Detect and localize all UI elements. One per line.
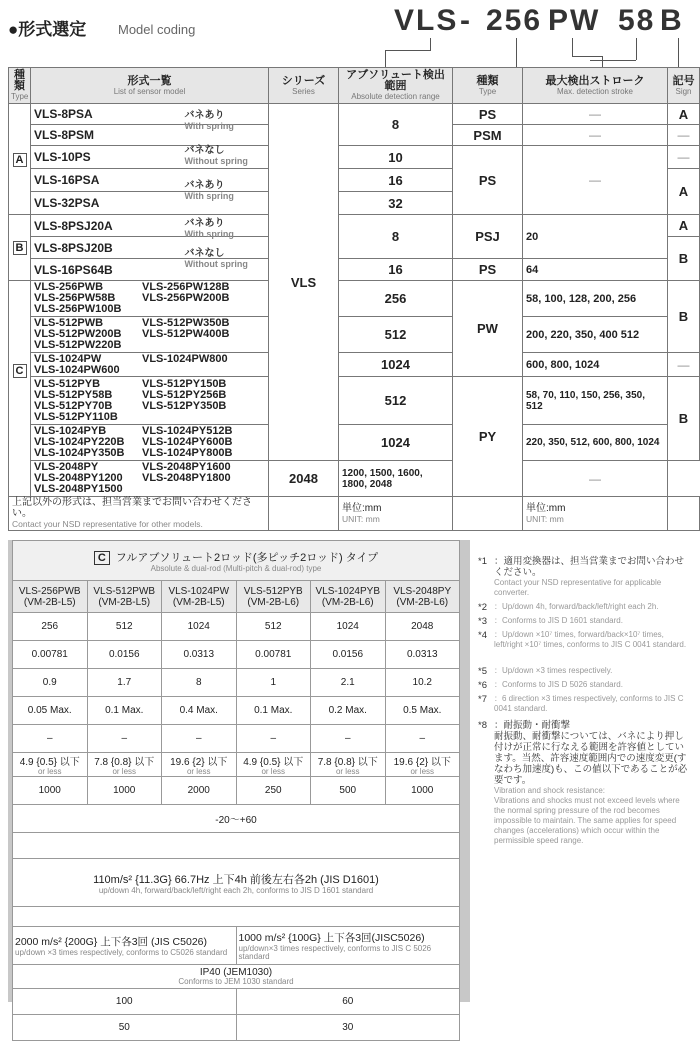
spec-col: VLS-2048PY (VM-2B-L6) xyxy=(385,581,460,613)
unit-label: 単位:mm UNIT: mm xyxy=(339,497,453,531)
code-part-sign: B xyxy=(660,4,684,37)
note-7: *7 ：6 direction ×3 times respectively, conforms to JIS C 0041 standard. xyxy=(478,694,684,713)
shock-b: 1000 m/s² {100G} 上下各3回(JISC5026) up/down×3 times respectively, conforms to JIS C 5026 standard xyxy=(236,927,460,965)
col-range: アブソリュート検出範囲 Absolute detection range xyxy=(339,68,453,104)
col-list: 形式一覧 List of sensor model xyxy=(31,68,269,104)
note-5: *5 ：Up/down ×3 times respectively. xyxy=(478,666,613,677)
temp-range: -20〜+60 xyxy=(13,805,460,833)
table-row: VLS-1024PYB VLS-1024PY512B VLS-1024PY220B VLS-1024PY600B VLS-1024PY350B VLS-1024PY800B xyxy=(31,425,269,461)
table-row: VLS-8PSJ20B バネなし Without spring xyxy=(31,237,269,259)
table-row: VLS-8PSM xyxy=(31,125,269,146)
code-part-stroke: 58 xyxy=(618,4,656,37)
spec-col: VLS-256PWB (VM-2B-L5) xyxy=(13,581,88,613)
table-row: VLS-1024PW VLS-1024PW800 VLS-1024PW600 xyxy=(31,353,269,377)
spec-col: VLS-1024PYB (VM-2B-L6) xyxy=(311,581,386,613)
table-row: VLS-512PYB VLS-512PY150B VLS-512PY58B VLS-512PY256B VLS-512PY70B VLS-512PY350B VLS-512PY110B xyxy=(31,377,269,425)
table-row: VLS-512PWB VLS-512PW350B VLS-512PW200B VLS-512PW400B VLS-512PW220B xyxy=(31,317,269,353)
col-kind: 種類 Type xyxy=(453,68,523,104)
unit-label: 単位:mm UNIT: mm xyxy=(523,497,668,531)
page-subtitle: Model coding xyxy=(118,22,196,37)
note-4: *4 ：Up/down ×10⁷ times, forward/back×10⁷ times, left/right ×10⁷ times, conforms to JIS C 0041 standard. xyxy=(478,630,687,649)
spec-title: C フルアブソリュート2ロッド(多ピッチ2ロッド) タイプ Absolute & dual-rod (Multi-pitch & dual-rod) type xyxy=(13,541,460,581)
table-row: VLS-10PS バネなし Without spring xyxy=(31,146,269,169)
group-a: A xyxy=(9,104,31,215)
table-row: VLS-16PSA バネあり With spring xyxy=(31,169,269,192)
table-row: VLS-256PWB VLS-256PW128B VLS-256PW58B VLS-256PW200B VLS-256PW100B xyxy=(31,281,269,317)
group-c: C xyxy=(9,281,31,497)
model-table: 種類 Type 形式一覧 List of sensor model シリーズ Series アブソリュート検出範囲 Absolute detection range 種類 Type 最大検出ストローク Max. detection stroke 記号 Sign A VLS-8PSA バネあり With spring VLS 8 PS — A VLS-8PSM PSM — — VLS-10PS バネなし Without spring 10 PS — — VLS-16PSA バネあり With spring 16 A VLS-32PSA 32 B VLS-8PSJ20A バネあり With spring 8 PSJ 20 A VLS-8PSJ20B バネなし Without spring B VLS-16PS64B 16 PS 64 C VLS-256PWB VLS-256PW128B VLS-256PW58B VLS-256PW200B VLS-256PW100B 256 PW 58, 100, 128, 200, 256 B VLS-512PWB VLS-512PW350B VLS-512PW200B VLS-512PW400B VLS-512PW220B 512 200, 220, 350, 400 512 VLS-1024PW VLS-1024PW800 VLS-1024PW600 1024 600, 800, 1024 — VLS-512PYB VLS-512PY150B VLS-512PY58B VLS-512PY256B VLS-512PY70B VLS-512PY350B VLS-512PY110B 512 PY 58, 70, 110, 150, 256, 350, 512 B VLS-1024PYB VLS-1024PY512B VLS-1024PY220B VLS-1024PY600B VLS-1024PY350B VLS-1024PY800B 1024 220, 350, 512, 600, 800, 1024 VLS-2048PY VLS-2048PY1600 VLS-2048PY1200 VLS-2048PY1800 VLS-2048PY1500 2048 1200, 1500, 1600, 1800, 2048 — 上記以外の形式は、担当営業までお問い合わせください。 Contact your NSD representative for other models. 単位:mm UNIT: mm 単位:mm UNIT: mm xyxy=(8,67,700,531)
col-stroke: 最大検出ストローク Max. detection stroke xyxy=(523,68,668,104)
table-row: VLS-8PSA バネあり With spring xyxy=(31,104,269,125)
group-b: B xyxy=(9,215,31,281)
table-row: VLS-2048PY VLS-2048PY1600 VLS-2048PY1200 VLS-2048PY1800 VLS-2048PY1500 xyxy=(31,461,269,497)
code-part-range: 256 xyxy=(486,4,543,37)
code-part-series: VLS xyxy=(394,4,459,37)
note-3: *3 ：Conforms to JIS D 1601 standard. xyxy=(478,616,623,627)
spec-table: C フルアブソリュート2ロッド(多ピッチ2ロッド) タイプ Absolute & dual-rod (Multi-pitch & dual-rod) type VLS-256PWB (VM-2B-L5) VLS-512PWB (VM-2B-L5) VLS-1024PW (VM-2B-L5) VLS-512PYB (VM-2B-L6) VLS-1024PYB (VM-2B-L6) VLS-2048PY (VM-2B-L6) 256 512 1024 512 1024 2048 0.00781 0.0156 0.0313 0.00781 0.0156 0.0313 0.9 1.7 8 1 2.1 10.2 0.05 Max. 0.1 Max. 0.4 Max. 0.1 Max. 0.2 Max. 0.5 Max. – – – – – – 4.9 {0.5} 以下 or less 7.8 {0.8} 以下 or less 19.6 {2} 以下 or less 4.9 {0.5} 以下 or less 7.8 {0.8} 以下 or less 19.6 {2} 以下 or less 1000 1000 2000 250 500 1000 -20〜+60 110m/s² {11.3G} 66.7Hz 上下4h 前後左右各2h (JIS D1601) up/down 4h, forward/back/left/right each 2h, conforms to JIS D 1601 standard 2000 m/s² {200G} 上下各3回 (JIS C5026) up/down ×3 times respectively, conforms to C5026 standard 1000 m/s² {100G} 上下各3回(JISC5026) up/down×3 times respectively, conforms to JIS C 5026 standard IP40 (JEM1030) Conforms to JEM 1030 standard 100 60 50 30 xyxy=(12,540,460,1041)
spec-col: VLS-512PWB (VM-2B-L5) xyxy=(87,581,162,613)
code-dash: - xyxy=(460,4,472,37)
spec-col: VLS-1024PW (VM-2B-L5) xyxy=(162,581,237,613)
shock-a: 2000 m/s² {200G} 上下各3回 (JIS C5026) up/down ×3 times respectively, conforms to C5026 standard xyxy=(13,927,237,965)
footnote-models: 上記以外の形式は、担当営業までお問い合わせください。 Contact your NSD representative for other models. xyxy=(9,497,269,531)
table-row: VLS-32PSA xyxy=(31,192,269,215)
vibration: 110m/s² {11.3G} 66.7Hz 上下4h 前後左右各2h (JIS D1601) up/down 4h, forward/back/left/right each 2h, conforms to JIS D 1601 standard xyxy=(13,859,460,907)
table-row: VLS-16PS64B xyxy=(31,259,269,281)
page-title: ●形式選定 xyxy=(8,20,87,39)
table-row: VLS-8PSJ20A バネあり With spring xyxy=(31,215,269,237)
series-cell: VLS xyxy=(269,104,339,461)
col-sign: 記号 Sign xyxy=(668,68,700,104)
note-6: *6 ：Conforms to JIS D 5026 standard. xyxy=(478,680,623,691)
col-series: シリーズ Series xyxy=(269,68,339,104)
col-type: 種類 Type xyxy=(9,68,31,104)
spec-col: VLS-512PYB (VM-2B-L6) xyxy=(236,581,311,613)
note-2: *2 ：Up/down 4h, forward/back/left/right each 2h. xyxy=(478,602,659,613)
code-part-type: PW xyxy=(548,4,601,37)
note-8: *8 ：耐振動・耐衝撃 耐振動、耐衝撃については、バネにより押し付けが正常に行なえる範囲を許容値としています。当然、許容速度範囲内での速度変更(すなわち加速度)も、この値以下であることが必要です。 Vibration and shock resistance: Vibrations and shocks must not exceed levels where the normal spring pressure of the rod becomes impossible to maintain. The same applies for speed changes (accelerations) which occur within the permissible speed range. xyxy=(478,720,688,845)
note-1: *1 ：適用変換器は、担当営業までお問い合わせください。 Contact your NSD representative for applicable converter. xyxy=(478,556,685,597)
ip-rating: IP40 (JEM1030) Conforms to JEM 1030 standard xyxy=(13,965,460,989)
